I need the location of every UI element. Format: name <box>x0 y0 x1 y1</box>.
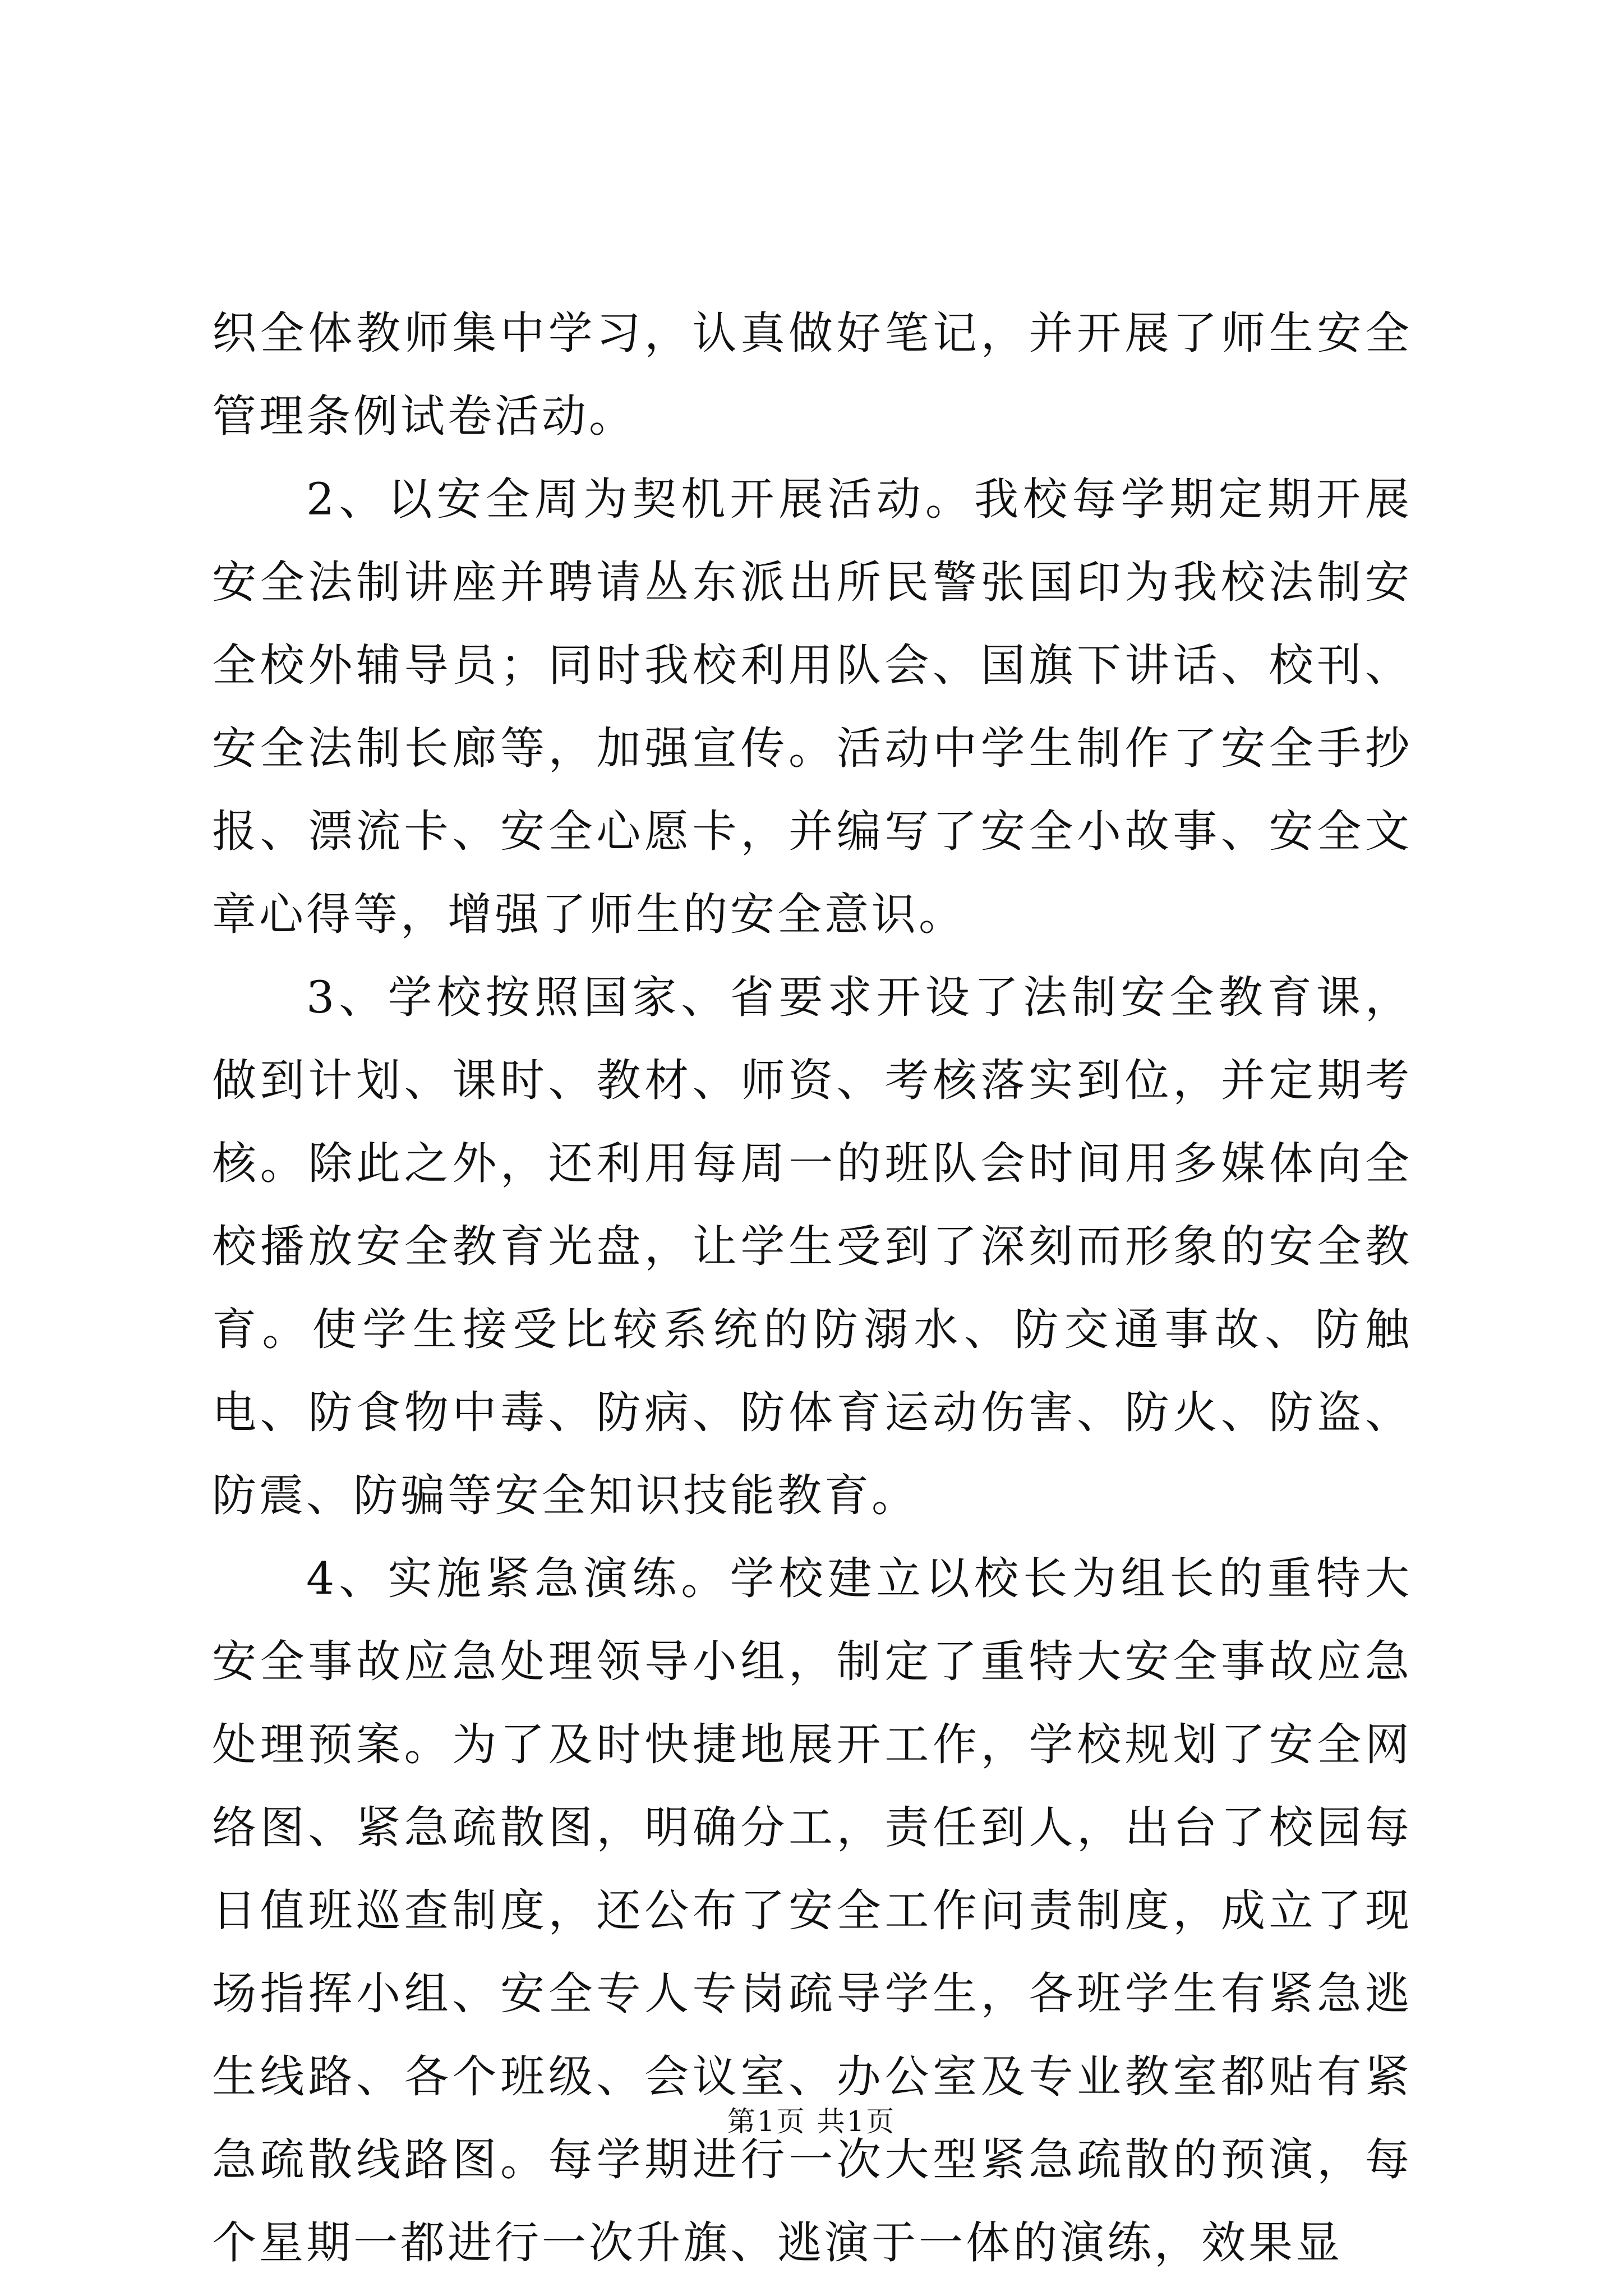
document-body <box>212 292 1412 2284</box>
page-footer: 第1页 共1页 <box>727 2105 896 2138</box>
paragraph-item-3: 3、学校按照国家、省要求开设了法制安全教育课，做到计划、课时、教材、师资、考核落实到位，并定期考核。除此之外，还利用每周一的班队会时间用多媒体向全校播放安全教育光盘，让学生受到了深刻而形象的安全教育。使学生接受比较系统的防溺水、防交通事故、防触电、防食物中毒、防病、防体育运动伤害、防火、防盗、防震、防骗等安全知识技能教育。 <box>212 972 1412 1521</box>
paragraph-continuation: 织全体教师集中学习，认真做好笔记，并开展了师生安全管理条例试卷活动。 <box>212 307 1412 442</box>
paragraph-item-4: 4、实施紧急演练。学校建立以校长为组长的重特大安全事故应急处理领导小组，制定了重特大安全事故应急处理预案。为了及时快捷地展开工作，学校规划了安全网络图、紧急疏散图，明确分工，责任到人，出台了校园每日值班巡查制度，还公布了安全工作问责制度，成立了现场指挥小组、安全专人专岗疏导学生，各班学生有紧急逃生线路、各个班级、会议室、办公室及专业教室都贴有紧急疏散线路图。每学期进行一次大型紧急疏散的预演，每个星期一都进行一次升旗、逃演于一体的演练，效果显 <box>212 1553 1412 2269</box>
paragraph-item-2: 2、以安全周为契机开展活动。我校每学期定期开展安全法制讲座并聘请丛东派出所民警张国印为我校法制安全校外辅导员；同时我校利用队会、国旗下讲话、校刊、安全法制长廊等，加强宣传。活动中学生制作了安全手抄报、漂流卡、安全心愿卡，并编写了安全小故事、安全文章心得等，增强了师生的安全意识。 <box>212 473 1412 940</box>
